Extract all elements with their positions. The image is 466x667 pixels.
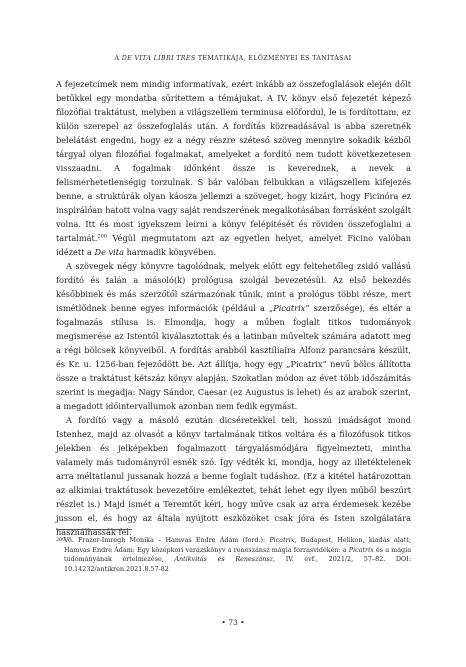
paragraph-1-text-a: A fejezetcímek nem mindig informatívak, ezért inkább az összefoglalások elején dőlt betűkkel egy mondatba sűrítettem a témájukat. A IV. könyv első fejezetét képező filozófiai traktátust, melyben a világszellem terminusa előfordul, le is fordítottam, ez külön szerepel az összefoglalás után. A fordítás közreadásával is abba szeretnék belelátást engedni, hogy ez a négy részre széteső szöveg mennyire sokadik kézből tárgyal olyan filozófiai fogalmakat, amelyeket a fordító nem tudott következetesen visszaadni. A fogalmak időnként össze is keverednek, a nevek a felismerhetetlenségig torzulnak. S bár valóban felbukkan a világszellem kifejezés benne, a struktúrák olyan káosza jellemzi a szöveget, hogy kizárt, hogy Ficinóra ez inspirálóan hatott volna vagy saját rendszerének megalkotásában forrásként szolgált volna. Itt és most igyekszem leírni a könyv felépítését és röviden összefoglalni a tartalmát. (56, 79, 411, 243)
paragraph-2 (56, 259, 411, 413)
footnote-italic-3: Antikvitás és Reneszánsz (174, 555, 274, 564)
footnote-ref-200[interactable]: 200 (97, 233, 107, 240)
paragraph-2-text-a: A szövegek négy könyvre tagolódnak, melyek előtt egy feltehetőleg zsidó vallású fordító és talán a másoló(k) prológusa szolgál bevezetésül. Az első bekezdés későbbinek és más szerzőtől származónak tűnik, mint a prológus többi része, mert ismétlődnek benne egyes információk (például a „ (56, 261, 411, 313)
footnote-part-3: és a mágia tudományának értelmezése, (64, 545, 411, 564)
paragraph-1-text-b: Végül megmutatom azt az egyetlen helyet, amelyet Ficino valóban idézett a (56, 233, 411, 257)
paragraph-1-text-c: harmadik könyvében. (123, 247, 216, 257)
main-text (56, 77, 411, 539)
footnote-part-1: Vö. Frazer-Imregh Monika – Hamvas Endre Ádám (ford.): (64, 536, 270, 544)
paragraph-1-italic-title: De vita (94, 247, 124, 257)
running-header (0, 55, 466, 62)
paragraph-3: A fordító vagy a másoló ezután dicséretekkel teli, hosszú imádságot mond Istenhez, majd az olvasót a könyv tartalmának titkos voltára és a filozófusok titkos jelekben és jelképekben fogalmazott tárgyalásmódjára figyelmezteti, mintha valamely más tudományról esnék szó. Így védték ki, mondja, hogy az illetéktelenek arra méltatlanul jussanak hozzá a benne foglalt tudáshoz. (Ez a kitétel határozottan az alkímiai traktátusok bevezetőire emlékeztet, tehát lehet egy ilyen műből beszúrt részlet is.) Majd ismét a Teremtőt kéri, hogy műve csak az arra érdemesek kezébe jusson el, és hogy az általa nyújtott eszközöket csak jóra és Isten szolgálatára használhassák fel. (56, 415, 411, 537)
footnote-italic-1: Picatrix (269, 536, 295, 544)
footnote-part-4: , IV. évf., 2021/2, 57–82. DOI: 10.14232/antikren.2021.8.57-82 (64, 555, 411, 573)
paragraph-2-italic-title: Picatrix (273, 303, 306, 313)
footnote-200 (56, 536, 411, 574)
paragraph-2-text-b: ” szerzősége), és eltér a fogalmazás stílusa is. Elmondja, hogy a műben foglalt titkos tudományok megismerése az Istentől kiválasztottak és a latinban műveltek számára adatott meg a régi bölcsek könyveiből. A fordítás arabból kasztíliaira Alfonz parancsára készült, és Kr. u. 1256-ban fejeződött be. Azt állítja, hogy egy „Picatrix” nevű bölcs állította össze a traktátust kétszáz könyv alapján. Szokatlan módon az évet több időszámítás szerint is megadja: Nagy Sándor, Caesar (ez Augustus is lehet) és az arabok szerint, a megadott időintervallumok azonban nem fedik egymást. (56, 303, 411, 411)
header-prefix: A (114, 55, 122, 62)
footnote-number: 200 (56, 538, 66, 543)
footnote-part-2: , Budapest, Helikon, kiadás alatt; Hamvas Endre Ádám: Egy középkori varázskönyv a reneszánsz mágia forrásvidékén: a (64, 536, 411, 554)
footnote-text (56, 536, 411, 574)
footnote-italic-2: Picatrix (348, 545, 374, 554)
header-book-title: DE VITA LIBRI TRES (121, 55, 196, 62)
page-number: • 73 • (221, 618, 245, 627)
footnote-separator (56, 529, 132, 530)
header-suffix: TEMATIKÁJA, ELŐZMÉNYEI ÉS TANÍTÁSAI (195, 55, 352, 62)
paragraph-1 (56, 77, 411, 259)
